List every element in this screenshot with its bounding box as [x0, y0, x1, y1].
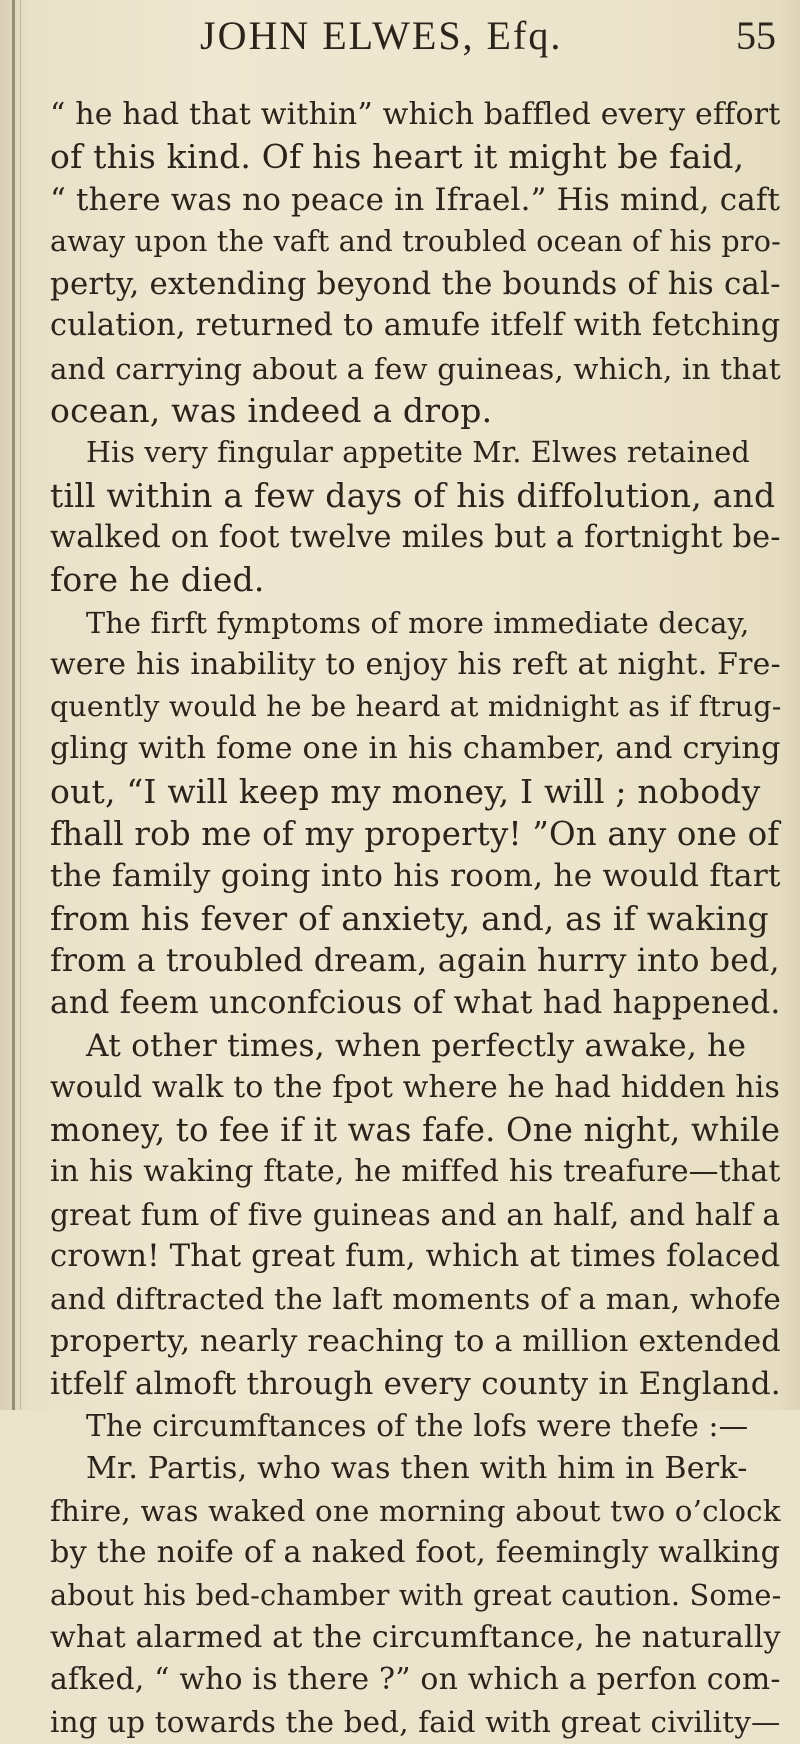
text-line: “ there was no peace in Ifrael.” His mind, caft [50, 181, 781, 218]
text-line: money, to fee if it was fafe. One night, while [50, 1111, 781, 1150]
page-number: 55 [736, 13, 776, 58]
text-line: and carrying about a few guineas, which, in that [50, 351, 781, 386]
text-line: of this kind. Of his heart it might be faid, [50, 137, 745, 177]
text-line: out, “I will keep my money, I will ; nobody [50, 771, 761, 811]
text-line: ing up towards the bed, faid with great civility— [50, 1705, 781, 1740]
running-head: JOHN ELWES, Efq. [200, 13, 563, 58]
binding-edge-line [12, 0, 15, 1410]
text-line: crown! That great fum, which at times folaced [50, 1239, 781, 1275]
text-line: great fum of five guineas and an half, and half a [50, 1197, 781, 1232]
text-line: in his waking ftate, he miffed his treafure—that [50, 1154, 781, 1190]
text-line: what alarmed at the circumftance, he naturally [50, 1619, 781, 1655]
text-line: walked on foot twelve miles but a fortnight be- [50, 519, 781, 555]
text-line: by the noife of a naked foot, feemingly walking [50, 1535, 781, 1571]
text-line: fore he died. [50, 560, 265, 600]
text-line: culation, returned to amufe itfelf with fetching [50, 308, 781, 344]
text-line: itfelf almoft through every county in England. [50, 1365, 781, 1402]
text-line: about his bed-chamber with great caution. Some- [50, 1578, 782, 1613]
text-line: fhall rob me of my property! ”On any one of [50, 815, 780, 854]
text-line: ocean, was indeed a drop. [50, 391, 493, 431]
text-line: would walk to the fpot where he had hidden his [50, 1069, 781, 1105]
text-line: “ he had that within” which baffled every effort [50, 97, 781, 132]
text-line: property, nearly reaching to a million extended [50, 1323, 781, 1359]
text-line: from a troubled dream, again hurry into bed, [50, 942, 780, 979]
body-text [50, 94, 790, 1744]
text-line: quently would he be heard at midnight as if ftrug- [50, 690, 782, 724]
text-line: fhire, was waked one morning about two o’clock [50, 1493, 781, 1528]
text-line: from his fever of anxiety, and, as if waking [50, 898, 769, 938]
text-line: The circumftances of the lofs were thefe :— [86, 1409, 749, 1444]
binding-edge-line-inner [20, 0, 21, 1410]
text-line: perty, extending beyond the bounds of his cal- [50, 266, 781, 303]
text-line: the family going into his room, he would ftart [50, 858, 781, 895]
text-line: till within a few days of his diffolution, and [50, 475, 776, 515]
text-line: Mr. Partis, who was then with him in Berk- [86, 1450, 748, 1486]
text-line: His very fingular appetite Mr. Elwes retained [86, 436, 750, 470]
text-line: were his inability to enjoy his reft at night. Fre- [50, 646, 781, 682]
text-line: afked, “ who is there ?” on which a perfon com- [50, 1661, 781, 1697]
text-line: away upon the vaft and troubled ocean of his pro- [50, 224, 781, 258]
text-line: At other times, when perfectly awake, he [86, 1027, 747, 1064]
page-header [0, 10, 800, 70]
text-line: and diftracted the laft moments of a man, whofe [50, 1282, 781, 1317]
text-line: gling with fome one in his chamber, and crying [50, 731, 781, 767]
text-line: The firft fymptoms of more immediate decay, [86, 605, 750, 640]
text-line: and feem unconfcious of what had happened. [50, 985, 781, 1022]
